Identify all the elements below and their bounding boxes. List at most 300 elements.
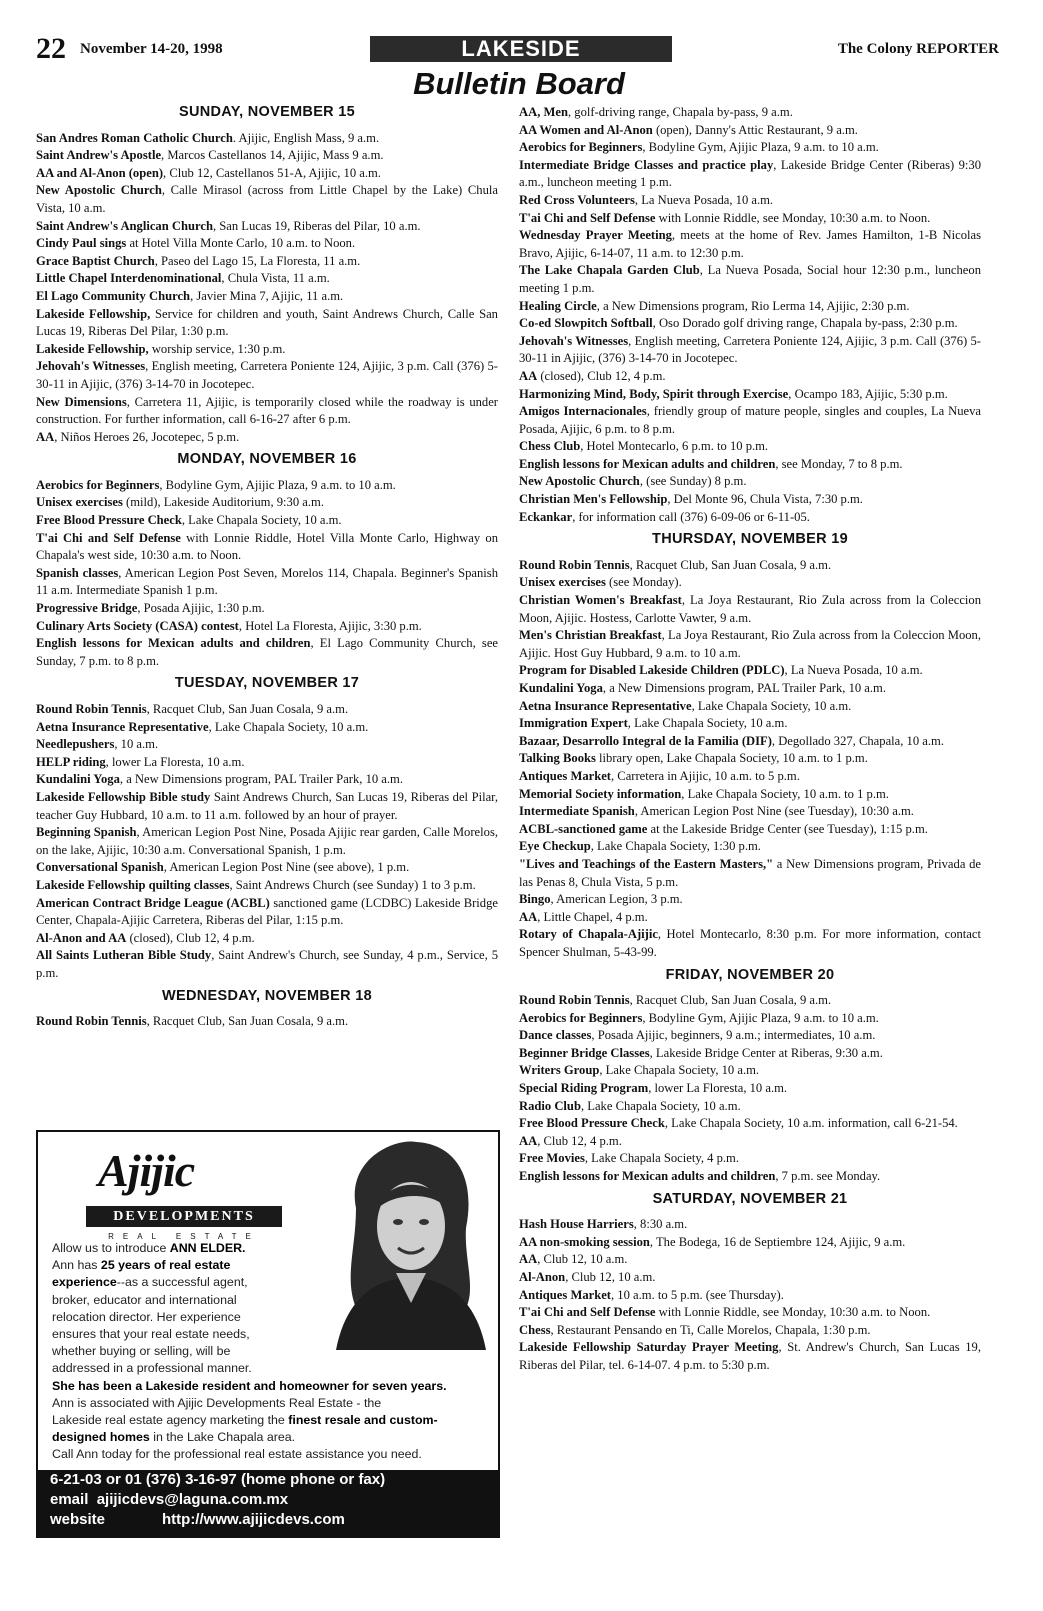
event-name: Eye Checkup [519, 839, 591, 854]
event-name: San Andres Roman Catholic Church [36, 130, 233, 145]
event-entry [519, 715, 981, 733]
event-details: , Lake Chapala Society, 10 a.m. to 1 p.m. [681, 786, 889, 801]
event-name: AA and Al-Anon (open) [36, 165, 164, 180]
event-details: , Lake Chapala Society, 10 a.m. [627, 716, 788, 731]
event-details: , American Legion, 3 p.m. [550, 892, 683, 907]
ad-text: addressed in a professional manner. [52, 1361, 252, 1376]
event-details: , Racquet Club, San Juan Cosala, 9 a.m. [146, 1014, 349, 1029]
event-name: Special Riding Program [519, 1081, 649, 1096]
event-entry [36, 477, 498, 495]
event-entry [36, 429, 498, 447]
event-details: with Lonnie Riddle, see Monday, 10:30 a.m. to Noon. [655, 210, 931, 225]
event-entry [519, 1010, 981, 1028]
event-entry [36, 306, 498, 341]
event-name: T'ai Chi and Self Defense [36, 530, 181, 545]
ad-text: Call Ann today for the professional real estate assistance you need. [52, 1447, 422, 1462]
event-name: Needlepushers [36, 737, 115, 752]
event-name: Lakeside Fellowship quilting classes [36, 877, 230, 892]
event-name: Unisex exercises [36, 495, 123, 510]
event-details: , Restaurant Pensando en Ti, Calle Morelos, Chapala, 1:30 p.m. [550, 1322, 871, 1337]
event-details: , 10 a.m. [114, 737, 159, 752]
thursday-events [519, 557, 981, 962]
event-details: , Lake Chapala Society, 10 a.m. [599, 1063, 760, 1078]
page-header [36, 32, 999, 66]
event-name: Writers Group [519, 1063, 600, 1078]
event-entry [36, 859, 498, 877]
event-entry [519, 473, 981, 491]
event-details: (mild), Lakeside Auditorium, 9:30 a.m. [122, 495, 324, 510]
event-name: AA [519, 1252, 538, 1267]
event-name: Beginning Spanish [36, 825, 137, 840]
event-name: T'ai Chi and Self Defense [519, 1305, 656, 1320]
day-heading-thursday: THURSDAY, NOVEMBER 19 [652, 531, 848, 548]
event-entry [519, 786, 981, 804]
event-name: Kundalini Yoga [36, 772, 120, 787]
event-entry [519, 803, 981, 821]
event-name: English lessons for Mexican adults and children [519, 456, 776, 471]
event-name: Grace Baptist Church [36, 253, 155, 268]
event-entry [519, 227, 981, 262]
event-details: , El Lago Community Church, see Sunday, 7 p.m. to 8 p.m. [36, 636, 498, 668]
event-details: , friendly group of mature people, singles and couples, La Nueva Posada, Ajijic, 6 p.m. to 8 p.m. [519, 404, 981, 436]
event-details: , Lake Chapala Society, 10 a.m. [580, 1098, 741, 1113]
event-name: Harmonizing Mind, Body, Spirit through Exercise [519, 386, 789, 401]
event-name: AA [519, 368, 538, 383]
event-details: worship service, 1:30 p.m. [148, 341, 286, 356]
event-entry [519, 1216, 981, 1234]
event-entry [519, 1234, 981, 1252]
event-entry [36, 235, 498, 253]
day-heading-friday: FRIDAY, NOVEMBER 20 [665, 966, 835, 983]
event-entry [519, 838, 981, 856]
ad-text: Ann has [52, 1258, 101, 1273]
event-name: Cindy Paul sings [36, 236, 127, 251]
event-name: Healing Circle [519, 298, 597, 313]
event-entry [519, 768, 981, 786]
event-details: , American Legion Post Nine, Posada Ajijic rear garden, Calle Morelos, on the lake, Ajijic, 10:30 a.m. Conversational Spanish, 1 p.m. [36, 825, 498, 857]
event-name: Round Robin Tennis [519, 557, 630, 572]
email-label: email [50, 1491, 89, 1508]
event-name: HELP riding [36, 754, 106, 769]
event-details: , Hotel Montecarlo, 6 p.m. to 10 p.m. [580, 439, 769, 454]
event-details: , San Lucas 19, Riberas del Pilar, 10 a.m. [212, 218, 421, 233]
event-details: , The Bodega, 16 de Septiembre 124, Ajijic, 9 a.m. [649, 1234, 906, 1249]
event-entry [36, 701, 498, 719]
event-details: , Bodyline Gym, Ajijic Plaza, 9 a.m. to 10 a.m. [159, 477, 396, 492]
day-heading-monday: MONDAY, NOVEMBER 16 [177, 451, 357, 468]
left-column [36, 104, 498, 1031]
event-entry [36, 288, 498, 306]
event-details: , golf-driving range, Chapala by-pass, 9 a.m. [567, 105, 793, 119]
event-details: with Lonnie Riddle, Hotel Villa Monte Carlo, Highway on Chapala's west side, 10:30 a.m. to Noon. [36, 530, 498, 563]
event-entry [519, 1045, 981, 1063]
event-entry [519, 1251, 981, 1269]
event-entry [519, 1304, 981, 1322]
event-entry [519, 456, 981, 474]
event-details: , La Nueva Posada, 10 a.m. [634, 192, 774, 207]
email-address[interactable]: ajijicdevs@laguna.com.mx [96, 1491, 289, 1508]
event-name: AA, Men [519, 105, 568, 119]
event-entry [519, 698, 981, 716]
event-details: , Lake Chapala Society, 10 a.m. [208, 719, 369, 734]
day-heading-tuesday: TUESDAY, NOVEMBER 17 [174, 675, 360, 692]
event-name: Progressive Bridge [36, 601, 138, 616]
event-details: at Hotel Villa Monte Carlo, 10 a.m. to Noon. [126, 236, 356, 251]
event-details: , Javier Mina 7, Ajijic, 11 a.m. [190, 288, 344, 303]
event-details: , Calle Mirasol (across from Little Chapel by the Lake) Chula Vista, 10 a.m. [36, 183, 498, 215]
event-details: a New Dimensions program, Privada de las Penas 8, Chula Vista, 5 p.m. [519, 856, 981, 889]
event-entry [36, 754, 498, 772]
event-name: Christian Women's Breakfast [519, 593, 682, 608]
event-name: Unisex exercises [519, 575, 606, 590]
event-entry [519, 909, 981, 927]
event-entry [36, 270, 498, 288]
event-entry [36, 253, 498, 271]
event-details: , Lake Chapala Society, 10 a.m. [691, 698, 852, 713]
event-name: Little Chapel Interdenominational [36, 271, 222, 286]
event-entry [36, 165, 498, 183]
event-name: Round Robin Tennis [36, 702, 147, 716]
event-entry [36, 218, 498, 236]
event-entry [36, 565, 498, 600]
event-details: , English meeting, Carretera Poniente 124, Ajijic, 3 p.m. Call (376) 5-30-11 in Ajijic, (376) 3-14-70 in Jocotepec. [519, 333, 981, 366]
ajijic-logo: Ajijic [98, 1145, 195, 1196]
event-details: , Lake Chapala Society, 4 p.m. [584, 1151, 739, 1166]
event-name: Red Cross Volunteers [519, 192, 635, 207]
event-details: , a New Dimensions program, PAL Trailer Park, 10 a.m. [119, 772, 403, 787]
event-details: , Club 12, 10 a.m. [537, 1252, 628, 1267]
event-entry [36, 494, 498, 512]
agent-name: ANN ELDER. [169, 1241, 246, 1255]
event-entry [519, 122, 981, 140]
website-label: website [50, 1511, 106, 1528]
event-details: , Racquet Club, San Juan Cosala, 9 a.m. [629, 993, 832, 1008]
event-details: (see Monday). [605, 575, 682, 590]
event-details: . Ajijic, English Mass, 9 a.m. [232, 130, 380, 145]
event-entry [519, 1150, 981, 1168]
event-name: Hash House Harriers [519, 1217, 634, 1232]
real-estate-label: REAL ESTATE [108, 1232, 260, 1241]
day-heading-saturday: SATURDAY, NOVEMBER 21 [652, 1190, 848, 1207]
event-details: Saint Andrews Church, San Lucas 19, Riberas del Pilar, teacher Guy Hubbard, 10 a.m. to 11 a.m. followed by an hour of prayer. [36, 789, 499, 822]
page-title: Bulletin Board [413, 66, 625, 101]
event-entry [519, 992, 981, 1010]
event-name: American Contract Bridge League (ACBL) [36, 895, 270, 910]
ad-text: broker, educator and international [52, 1292, 237, 1307]
event-entry [519, 891, 981, 909]
event-entry [519, 733, 981, 751]
event-details: , Carretera 11, Ajijic, is temporarily closed while the roadway is under construction. For further information, call 6-16-27 after 6 p.m. [36, 394, 498, 427]
event-name: Memorial Society information [519, 786, 682, 801]
newspaper-name: The Colony REPORTER [837, 41, 999, 57]
event-name: AA [519, 1133, 538, 1148]
event-details: , 8:30 a.m. [633, 1217, 688, 1232]
event-entry [36, 877, 498, 895]
event-details: , Niños Heroes 26, Jocotepec, 5 p.m. [54, 429, 240, 444]
event-name: Spanish classes [36, 565, 119, 580]
tuesday-events [36, 701, 498, 983]
right-column [519, 104, 981, 1375]
event-details: , Bodyline Gym, Ajijic Plaza, 9 a.m. to 10 a.m. [642, 140, 879, 155]
event-details: , for information call (376) 6-09-06 or 6-11-05. [572, 509, 810, 524]
event-details: , Club 12, 10 a.m. [565, 1270, 656, 1284]
event-entry [519, 262, 981, 297]
event-entry [519, 592, 981, 627]
event-details: , La Joya Restaurant, Rio Zula across from la Coleccion Moon, Ajijic. Hostess, Carlotte Vawter, 9 a.m. [519, 593, 981, 625]
event-name: Christian Men's Fellowship [519, 492, 668, 507]
event-entry [519, 139, 981, 157]
saturday-events [519, 1216, 981, 1374]
event-details: , Lakeside Bridge Center at Riberas, 9:30 a.m. [649, 1045, 883, 1060]
event-entry [519, 662, 981, 680]
event-details: , Posada Ajijic, 1:30 p.m. [137, 601, 265, 616]
event-details: , Carretera in Ajijic, 10 a.m. to 5 p.m. [611, 768, 800, 783]
event-entry [519, 680, 981, 698]
event-entry [519, 1287, 981, 1305]
event-entry [519, 104, 981, 122]
developments-banner: DEVELOPMENTS [86, 1206, 282, 1227]
event-entry [519, 386, 981, 404]
event-entry [36, 824, 498, 859]
event-details: , Paseo del Lago 15, La Floresta, 11 a.m. [154, 253, 361, 268]
event-name: The Lake Chapala Garden Club [519, 263, 700, 278]
event-name: Free Blood Pressure Check [519, 1116, 665, 1131]
event-entry [519, 1062, 981, 1080]
event-entry [519, 1115, 981, 1133]
event-details: with Lonnie Riddle, see Monday, 10:30 a.m. to Noon. [655, 1305, 931, 1320]
event-name: Immigration Expert [519, 716, 628, 731]
event-entry [36, 600, 498, 618]
ad-highlight: 25 years of real estate [100, 1258, 231, 1273]
event-entry [519, 315, 981, 333]
event-details: , Saint Andrews Church (see Sunday) 1 to 3 p.m. [229, 877, 476, 892]
event-name: Round Robin Tennis [519, 993, 630, 1008]
event-name: English lessons for Mexican adults and children [36, 636, 311, 651]
wednesday-events-left [36, 1013, 498, 1031]
event-entry [519, 1322, 981, 1340]
event-details: (open), Danny's Attic Restaurant, 9 a.m. [652, 122, 858, 137]
event-name: Intermediate Spanish [519, 804, 635, 819]
event-entry [519, 1339, 981, 1374]
event-name: Saint Andrew's Anglican Church [36, 218, 213, 233]
event-name: Round Robin Tennis [36, 1014, 147, 1029]
ad-text: Lakeside real estate agency marketing the [52, 1413, 289, 1428]
ad-copy [52, 1240, 492, 1464]
event-name: Rotary of Chapala-Ajijic [519, 927, 658, 942]
event-details: , Posada Ajijic, beginners, 9 a.m.; intermediates, 10 a.m. [591, 1028, 876, 1043]
event-details: , St. Andrew's Church, San Lucas 19, Riberas del Pilar, tel. 6-14-07. 4 p.m. to 5:30 p.m. [519, 1340, 981, 1372]
event-name: New Apostolic Church [36, 183, 162, 198]
friday-events [519, 992, 981, 1186]
event-entry [519, 574, 981, 592]
event-details: , a New Dimensions program, PAL Trailer Park, 10 a.m. [602, 681, 886, 695]
event-name: ACBL-sanctioned game [519, 821, 648, 836]
event-entry [36, 512, 498, 530]
event-name: AA [519, 909, 538, 924]
event-name: "Lives and Teachings of the Eastern Masters," [519, 856, 774, 871]
event-name: Talking Books [519, 751, 596, 766]
event-details: (closed), Club 12, 4 p.m. [126, 930, 255, 945]
event-entry [519, 509, 981, 527]
event-details: , Degollado 327, Chapala, 10 a.m. [771, 733, 944, 748]
event-details: , Lake Chapala Society, 10 a.m. [181, 513, 342, 528]
event-name: Jehovah's Witnesses [36, 359, 146, 374]
event-name: Dance classes [519, 1028, 592, 1043]
ad-text: Ann is associated with Ajijic Developments Real Estate - the [52, 1395, 382, 1410]
event-name: Lakeside Fellowship Bible study [36, 789, 211, 804]
event-details: , Chula Vista, 11 a.m. [221, 271, 330, 286]
event-details: (closed), Club 12, 4 p.m. [537, 368, 666, 383]
event-name: Aerobics for Beginners [36, 477, 160, 492]
page-number: 22 [36, 32, 66, 65]
event-details: , see Monday, 7 to 8 p.m. [775, 456, 903, 471]
event-name: Conversational Spanish [36, 860, 164, 875]
event-entry [36, 789, 498, 824]
event-name: Antiques Market [519, 768, 611, 783]
event-entry [519, 368, 981, 386]
section-banner: LAKESIDE [370, 36, 672, 62]
event-entry [36, 1013, 498, 1031]
event-name: English lessons for Mexican adults and children [519, 1169, 776, 1184]
event-details: at the Lakeside Bridge Center (see Tuesday), 1:15 p.m. [647, 821, 928, 836]
event-name: Saint Andrew's Apostle [36, 148, 162, 163]
event-name: Radio Club [519, 1098, 581, 1113]
event-name: Al-Anon [519, 1270, 566, 1284]
event-details: , Club 12, 4 p.m. [537, 1133, 622, 1148]
event-details: , (see Sunday) 8 p.m. [639, 474, 747, 489]
event-entry [519, 157, 981, 192]
event-name: Program for Disabled Lakeside Children (PDLC) [519, 663, 785, 678]
event-name: Free Blood Pressure Check [36, 513, 182, 528]
event-entry [519, 1168, 981, 1186]
event-details: , meets at the home of Rev. James Hamilton, 1-B Nicolas Bravo, Ajijic, 6-14-07, 11 a.m. to 12:30 p.m. [519, 228, 981, 260]
event-name: Aetna Insurance Representative [519, 698, 692, 713]
event-entry [519, 821, 981, 839]
event-details: sanctioned game (LCDBC) Lakeside Bridge Center, Chapala-Ajijic Carretera, Riberas del Pilar, 1:15 p.m. [36, 895, 498, 928]
event-name: T'ai Chi and Self Defense [519, 210, 656, 225]
event-entry [36, 736, 498, 754]
event-name: Free Movies [519, 1151, 585, 1166]
event-details: , lower La Floresta, 10 a.m. [105, 754, 245, 769]
event-name: Chess [519, 1322, 551, 1337]
event-details: , Marcos Castellanos 14, Ajijic, Mass 9 a.m. [161, 148, 384, 163]
ad-contact-bar [38, 1470, 498, 1536]
event-entry [519, 856, 981, 891]
ad-text: whether buying or selling, will be [52, 1344, 231, 1359]
event-details: , Lake Chapala Society, 10 a.m. information, call 6-21-54. [664, 1116, 958, 1131]
event-details: , American Legion Post Seven, Morelos 114, Chapala. Beginner's Spanish 11 a.m. Intermediate Spanish 1 p.m. [36, 565, 498, 598]
event-entry [36, 530, 498, 565]
issue-date: November 14-20, 1998 [80, 41, 223, 57]
event-name: AA Women and Al-Anon [519, 122, 653, 137]
event-name: AA [36, 429, 55, 444]
wednesday-events-right [519, 104, 981, 526]
event-details: , La Nueva Posada, Social hour 12:30 p.m., luncheon meeting 1 p.m. [519, 263, 981, 295]
event-name: Aerobics for Beginners [519, 1010, 643, 1025]
event-entry [36, 147, 498, 165]
event-name: Culinary Arts Society (CASA) contest [36, 618, 239, 633]
event-entry [519, 333, 981, 368]
event-entry [519, 1027, 981, 1045]
website-url[interactable]: http://www.ajijicdevs.com [162, 1511, 345, 1528]
event-entry [519, 491, 981, 509]
event-name: Lakeside Fellowship Saturday Prayer Meeting [519, 1340, 779, 1355]
event-details: , 7 p.m. see Monday. [775, 1169, 881, 1184]
event-entry [519, 926, 981, 961]
ad-highlight: She has been a Lakeside resident and homeowner for seven years. [52, 1378, 447, 1393]
event-name: Amigos Internacionales [519, 404, 647, 419]
event-entry [36, 394, 498, 429]
event-name: Intermediate Bridge Classes and practice play [519, 157, 774, 172]
ad-text: relocation director. Her experience [52, 1309, 241, 1324]
event-name: New Apostolic Church [519, 474, 640, 489]
event-name: Aerobics for Beginners [519, 140, 643, 155]
ad-highlight: designed homes [52, 1430, 150, 1445]
event-entry [519, 1098, 981, 1116]
event-details: , Bodyline Gym, Ajijic Plaza, 9 a.m. to 10 a.m. [642, 1010, 879, 1025]
ad-text: ensures that your real estate needs, [52, 1327, 250, 1342]
event-name: Aetna Insurance Representative [36, 719, 209, 734]
event-entry [519, 403, 981, 438]
event-name: Kundalini Yoga [519, 681, 603, 695]
event-name: Beginner Bridge Classes [519, 1045, 650, 1060]
event-entry [519, 557, 981, 575]
event-details: Service for children and youth, Saint Andrews Church, Calle San Lucas 19, Riberas Del Pilar, 1:30 p.m. [36, 306, 498, 339]
event-entry [36, 618, 498, 636]
event-entry [519, 192, 981, 210]
sunday-events [36, 130, 498, 447]
ad-highlight: finest resale and custom- [288, 1413, 438, 1428]
event-name: New Dimensions [36, 394, 127, 409]
event-name: Lakeside Fellowship, [36, 306, 151, 321]
event-name: Lakeside Fellowship, [36, 341, 149, 356]
event-details: , Racquet Club, San Juan Cosala, 9 a.m. [146, 702, 349, 716]
event-entry [519, 750, 981, 768]
event-details: , Racquet Club, San Juan Cosala, 9 a.m. [629, 557, 832, 572]
event-entry [519, 298, 981, 316]
event-details: , 10 a.m. to 5 p.m. (see Thursday). [611, 1287, 784, 1302]
event-entry [519, 1269, 981, 1287]
event-details: , La Joya Restaurant, Rio Zula across from la Coleccion Moon, Ajijic. Host Guy Hubbard, 9 a.m. to 10 a.m. [519, 628, 981, 660]
event-details: , a New Dimensions program, Rio Lerma 14, Ajijic, 2:30 p.m. [596, 298, 910, 313]
event-name: Jehovah's Witnesses [519, 333, 629, 348]
event-name: Wednesday Prayer Meeting [519, 228, 672, 243]
event-entry [36, 947, 498, 982]
event-name: El Lago Community Church [36, 288, 191, 303]
event-entry [519, 627, 981, 662]
event-name: Co-ed Slowpitch Softball [519, 316, 653, 331]
event-details: , Lake Chapala Society, 1:30 p.m. [590, 839, 761, 854]
monday-events [36, 477, 498, 671]
event-details: , Saint Andrew's Church, see Sunday, 4 p.m., Service, 5 p.m. [36, 948, 498, 980]
event-entry [36, 771, 498, 789]
event-entry [36, 895, 498, 930]
event-entry [519, 438, 981, 456]
event-details: library open, Lake Chapala Society, 10 a.m. to 1 p.m. [595, 751, 868, 766]
ad-text: Allow us to introduce [52, 1241, 170, 1255]
event-entry [36, 930, 498, 948]
event-name: Bazaar, Desarrollo Integral de la Familia (DIF) [519, 733, 772, 748]
ad-text: --as a successful agent, [116, 1275, 248, 1290]
event-name: Eckankar [519, 509, 573, 524]
day-heading-wednesday: WEDNESDAY, NOVEMBER 18 [162, 987, 372, 1004]
event-details: , English meeting, Carretera Poniente 124, Ajijic, 3 p.m. Call (376) 5-30-11 in Ajijic, (376) 3-14-70 in Jocotepec. [36, 359, 498, 391]
event-details: , American Legion Post Nine (see above), 1 p.m. [163, 860, 410, 875]
event-details: , Lakeside Bridge Center (Riberas) 9:30 a.m., luncheon meeting 1 p.m. [519, 157, 981, 190]
event-entry [36, 358, 498, 393]
event-details: , Little Chapel, 4 p.m. [537, 909, 648, 924]
real-estate-advertisement [36, 1130, 500, 1538]
